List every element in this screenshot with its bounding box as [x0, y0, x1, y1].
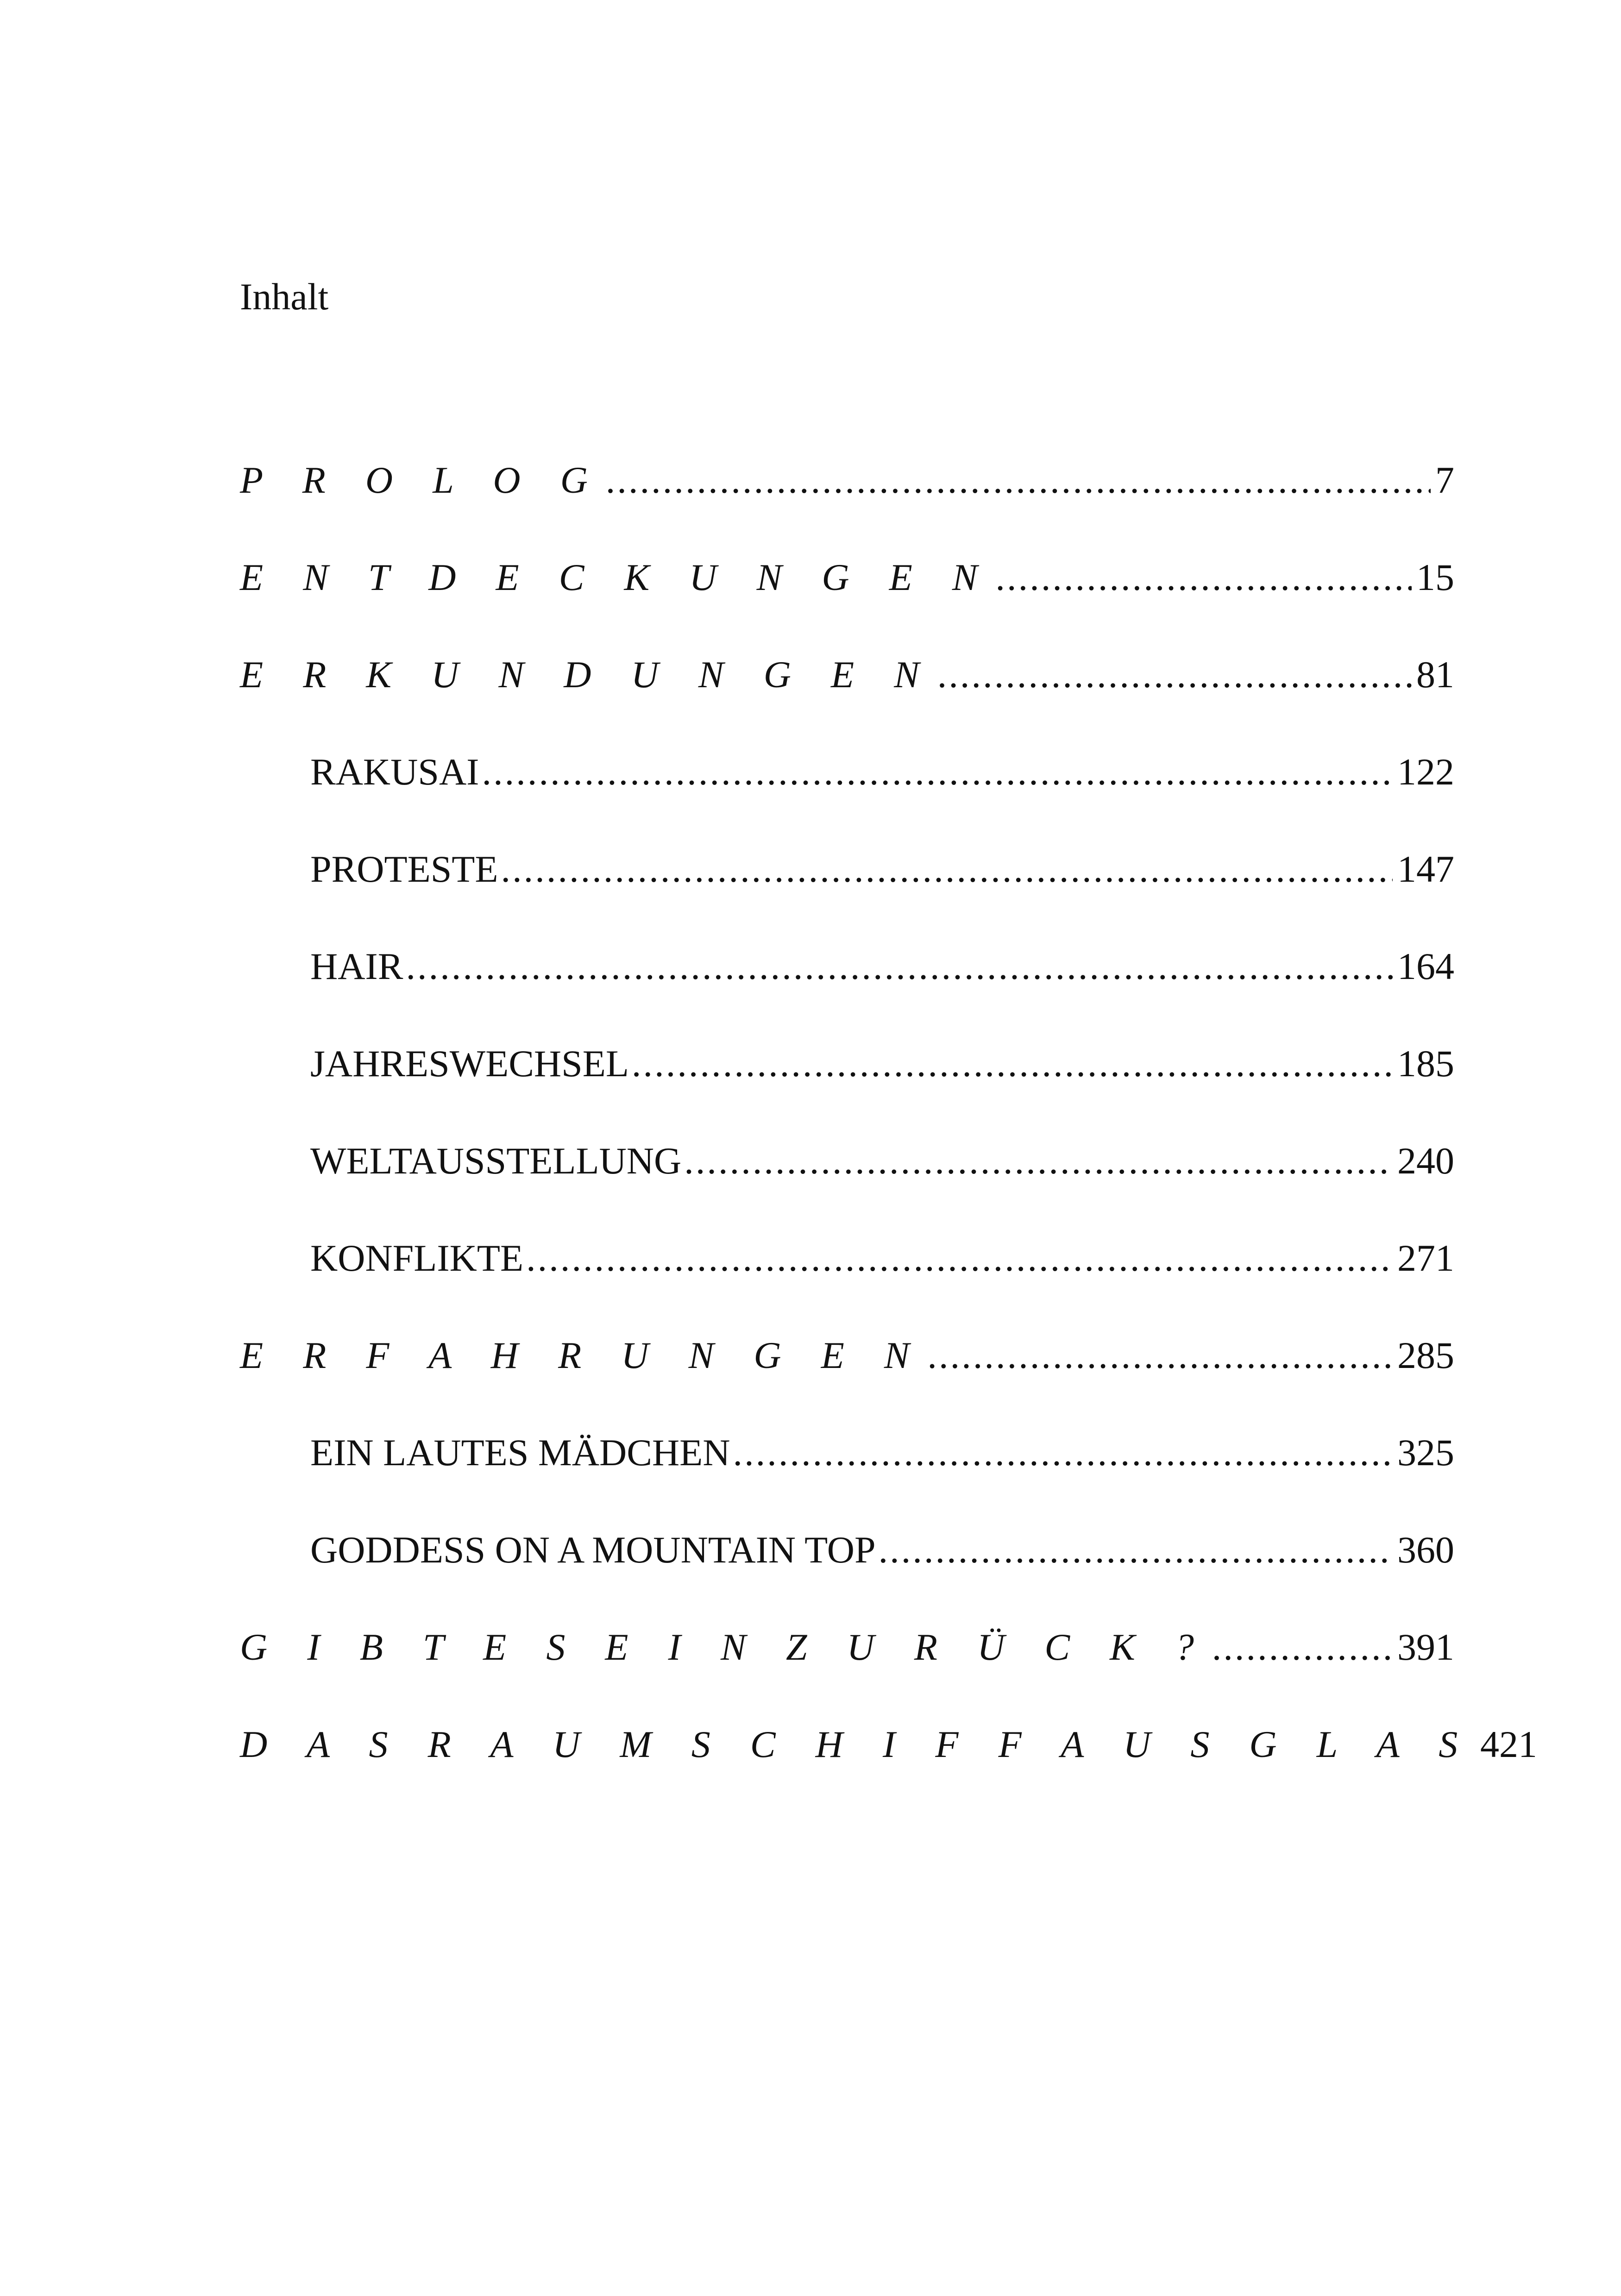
toc-entry-gibt-es-ein-zurueck	[240, 1625, 1454, 1723]
toc-page-number: 421	[1480, 1723, 1537, 1765]
toc-dot-leader	[1212, 1625, 1393, 1669]
toc-page-number: 185	[1397, 1042, 1454, 1085]
toc-dot-leader	[501, 847, 1393, 891]
toc-dot-leader	[879, 1528, 1393, 1572]
toc-dot-leader	[684, 1139, 1393, 1183]
toc-dot-leader	[632, 1042, 1393, 1085]
toc-page-number: 285	[1397, 1334, 1454, 1376]
toc-entry-title: E R F A H R U N G E N	[240, 1334, 925, 1376]
toc-page-number: 7	[1435, 459, 1454, 501]
toc-entry-jahreswechsel	[240, 1042, 1454, 1139]
toc-entry-title: P R O L O G	[240, 459, 603, 501]
toc-dot-leader	[995, 556, 1412, 599]
page-title: Inhalt	[240, 276, 329, 318]
toc-entry-title: E N T D E C K U N G E N	[240, 556, 993, 598]
toc-entry-title: EIN LAUTES MÄDCHEN	[310, 1431, 730, 1474]
toc-entry-title: WELTAUSSTELLUNG	[310, 1140, 682, 1182]
toc-page-number: 391	[1397, 1626, 1454, 1668]
toc-dot-leader	[937, 653, 1412, 696]
toc-entry-title: HAIR	[310, 945, 403, 987]
toc-entry-ein-lautes-maedchen	[240, 1431, 1454, 1528]
toc-page-number: 147	[1397, 848, 1454, 890]
toc-page-number: 15	[1416, 556, 1454, 598]
toc-entry-weltausstellung	[240, 1139, 1454, 1236]
toc-page-number: 325	[1397, 1431, 1454, 1474]
toc-entry-hair	[240, 945, 1454, 1042]
toc-entry-title: E R K U N D U N G E N	[240, 653, 935, 696]
toc-entry-konflikte	[240, 1236, 1454, 1334]
toc-dot-leader	[606, 458, 1431, 502]
toc-entry-rakusai	[240, 750, 1454, 847]
toc-dot-leader	[927, 1334, 1393, 1377]
toc-entry-das-raumschiff-aus-glas	[240, 1723, 1537, 1820]
toc-page-number: 122	[1397, 751, 1454, 793]
toc-page-number: 164	[1397, 945, 1454, 987]
toc-page-number: 271	[1397, 1237, 1454, 1279]
toc-entry-entdeckungen	[240, 556, 1454, 653]
toc-entry-title: D A S R A U M S C H I F F A U S G L A S	[240, 1723, 1473, 1765]
toc-page-number: 81	[1416, 653, 1454, 696]
toc-entry-proteste	[240, 847, 1454, 945]
toc-page-number: 240	[1397, 1140, 1454, 1182]
toc-entry-title: RAKUSAI	[310, 751, 479, 793]
toc-entry-title: JAHRESWECHSEL	[310, 1042, 629, 1085]
toc-entry-erfahrungen	[240, 1334, 1454, 1431]
toc-entry-title: GODDESS ON A MOUNTAIN TOP	[310, 1529, 876, 1571]
toc-dot-leader	[526, 1236, 1393, 1280]
toc-entry-prolog	[240, 458, 1454, 556]
toc-entry-title: KONFLIKTE	[310, 1237, 524, 1279]
toc-dot-leader	[733, 1431, 1393, 1474]
toc-dot-leader	[482, 750, 1393, 794]
toc-entry-title: G I B T E S E I N Z U R Ü C K ?	[240, 1626, 1209, 1668]
toc-entry-goddess-on-a-mountain-top	[240, 1528, 1454, 1625]
toc-entry-title: PROTESTE	[310, 848, 498, 890]
table-of-contents	[240, 458, 1537, 1820]
toc-dot-leader	[406, 945, 1393, 988]
toc-page-number: 360	[1397, 1529, 1454, 1571]
toc-entry-erkundungen	[240, 653, 1454, 750]
